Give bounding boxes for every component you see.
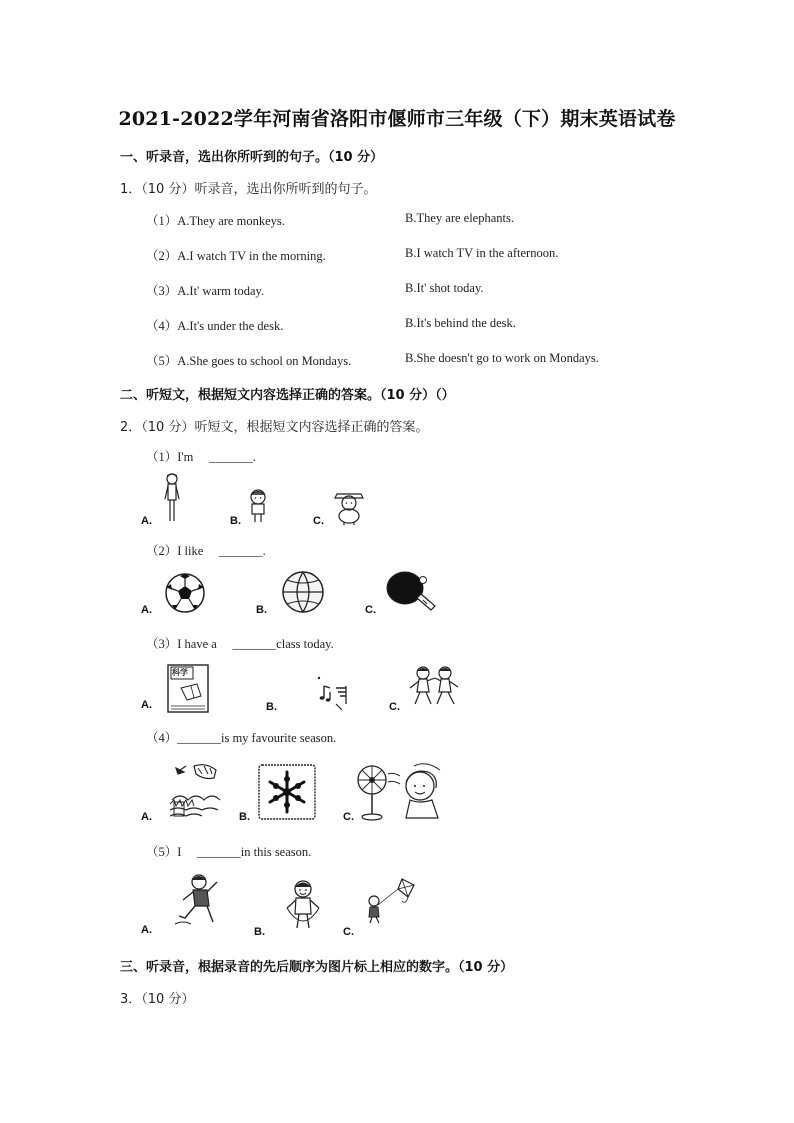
option-letter-b: B. <box>230 515 241 527</box>
tall-boy-illustration <box>160 472 184 524</box>
short-boy-illustration <box>246 488 270 524</box>
snowflake-winter-illustration <box>258 764 316 820</box>
q1-item-4-a: （4）A.It's under the desk. <box>146 319 284 333</box>
football-illustration <box>164 572 206 614</box>
q1-item-4-b: B.It's behind the desk. <box>405 316 516 330</box>
children-running-illustration <box>407 664 461 708</box>
music-notes-illustration <box>316 674 352 712</box>
q1-item-3-b: B.It' shot today. <box>405 281 484 295</box>
q1-item-2-a: （2）A.I watch TV in the morning. <box>146 249 326 263</box>
summer-fan-girl-illustration <box>354 762 446 822</box>
page-title: 2021-2022学年河南省洛阳市偃师市三年级（下）期末英语试卷 <box>118 108 676 130</box>
ping-pong-paddle-illustration <box>383 570 441 616</box>
section-2-heading: 二、听短文，根据短文内容选择正确的答案。（10 分）（） <box>120 388 455 403</box>
option-letter-c: C. <box>365 604 376 616</box>
question-2: 2．（10 分）听短文，根据短文内容选择正确的答案。 <box>120 420 429 435</box>
boy-flying-kite-illustration <box>362 875 418 925</box>
q1-item-5-a: （5）A.She goes to school on Mondays. <box>146 354 352 368</box>
option-letter-a: A. <box>141 515 152 527</box>
q1-item-1-b: B.They are elephants. <box>405 211 514 225</box>
option-letter-a: A. <box>141 604 152 616</box>
q1-item-3-a: （3）A.It' warm today. <box>146 284 265 298</box>
spring-scene-illustration <box>166 762 222 820</box>
question-1: 1．（10 分）听录音，选出你所听到的句子。 <box>120 182 377 197</box>
option-letter-c: C. <box>343 811 354 823</box>
science-book-illustration <box>167 664 211 714</box>
fat-boy-illustration <box>331 490 367 526</box>
option-letter-b: B. <box>266 701 277 713</box>
option-letter-b: B. <box>239 811 250 823</box>
section-1-heading: 一、听录音，选出你所听到的句子。（10 分） <box>120 150 384 165</box>
boy-skipping-rope-illustration <box>283 878 323 932</box>
option-letter-c: C. <box>313 515 324 527</box>
option-letter-b: B. <box>254 926 265 938</box>
question-3: 3．（10 分） <box>120 992 195 1007</box>
option-letter-b: B. <box>256 604 267 616</box>
basketball-illustration <box>281 570 325 614</box>
q1-item-2-b: B.I watch TV in the afternoon. <box>405 246 559 260</box>
option-letter-a: A. <box>141 699 152 711</box>
option-letter-a: A. <box>141 811 152 823</box>
q2-sub-5-prompt: （5）I _______in this season. <box>146 845 312 859</box>
option-letter-c: C. <box>343 926 354 938</box>
option-letter-c: C. <box>389 701 400 713</box>
boy-swimming-illustration <box>173 872 221 928</box>
q2-sub-2-prompt: （2）I like _______. <box>146 544 266 558</box>
q1-item-1-a: （1）A.They are monkeys. <box>146 214 285 228</box>
q1-item-5-b: B.She doesn't go to work on Mondays. <box>405 351 599 365</box>
q2-sub-3-prompt: （3）I have a _______class today. <box>146 637 334 651</box>
option-letter-a: A. <box>141 924 152 936</box>
q2-sub-1-prompt: （1）I'm _______. <box>146 450 256 464</box>
section-3-heading: 三、听录音，根据录音的先后顺序为图片标上相应的数字。（10 分） <box>120 960 514 975</box>
q2-sub-4-prompt: （4）_______is my favourite season. <box>146 731 337 745</box>
science-book-label: 科学 <box>172 668 188 677</box>
